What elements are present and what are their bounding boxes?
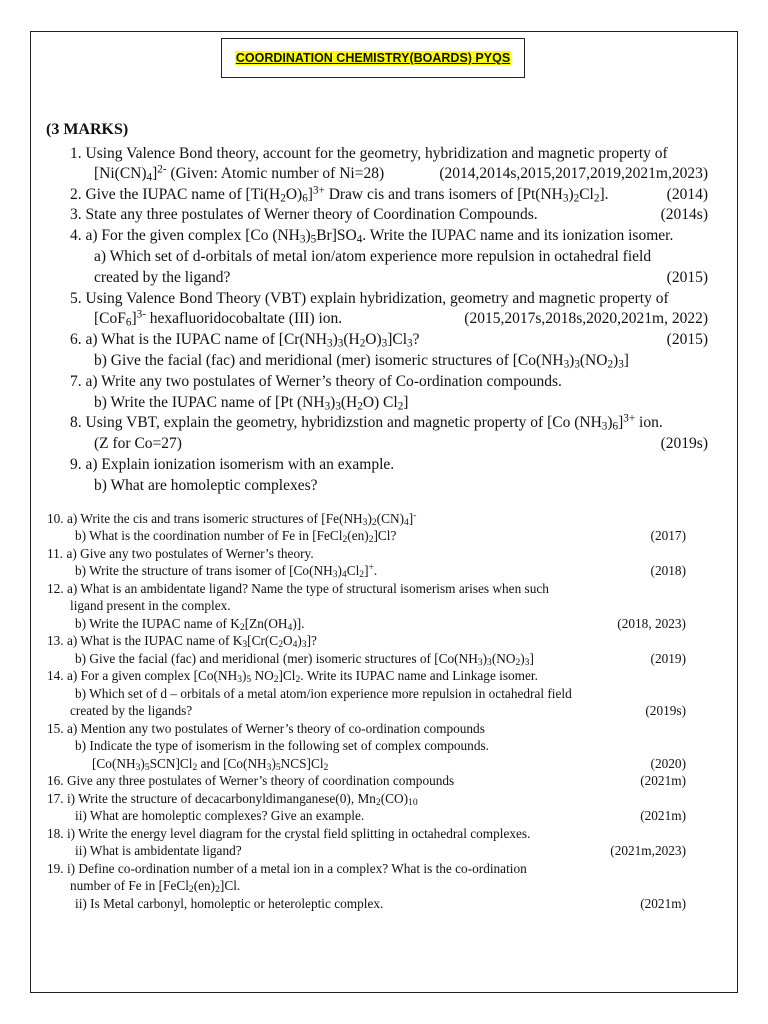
q13-year: (2019) [650, 651, 686, 666]
q3-year: (2014s) [660, 206, 708, 223]
q10-line1: 10. a) Write the cis and trans isomeric structures of $[Fe(NH_3)_2(CN)_4]^-$ [47, 510, 417, 529]
q3-line: 3. State any three postulates of Werner theory of Coordination Compounds. [70, 206, 538, 223]
q8-line2: (Z for Co=27) [94, 435, 182, 452]
q13-line2: b) Give the facial (fac) and meridional (mer) isomeric structures of $[Co(NH_3)_3(NO_2)_3]$ [75, 651, 534, 669]
q17-year: (2021m) [640, 808, 686, 823]
section-heading: (3 MARKS) [46, 121, 129, 138]
title-box [221, 38, 525, 78]
q9-line1: 9. a) Explain ionization isomerism with an example. [70, 456, 395, 473]
q13-line1: 13. a) What is the IUPAC name of $K_3[Cr(C_2O_4)_3]$? [47, 633, 317, 651]
q1-line1: 1. Using Valence Bond theory, account for the geometry, hybridization and magnetic property of [70, 145, 668, 162]
q10-year: (2017) [650, 528, 686, 543]
page-title: COORDINATION CHEMISTRY(BOARDS) PYQS [235, 51, 511, 65]
q14-year: (2019s) [645, 703, 686, 718]
q15-line2: b) Indicate the type of isomerism in the following set of complex compounds. [75, 738, 489, 753]
q19-year: (2021m) [640, 896, 686, 911]
q12-line2: ligand present in the complex. [70, 598, 231, 613]
q15-year: (2020) [650, 756, 686, 771]
q17-line1: 17. i) Write the structure of decacarbonyldimanganese(0), $Mn_2(CO)_{10}$ [47, 791, 418, 809]
q18-line2: ii) What is ambidentate ligand? [75, 843, 242, 858]
q2-line: 2. Give the IUPAC name of $[Ti(H_2O)_6]^{3+}$ Draw cis and trans isomers of $[Pt(NH_3)_2Cl_2]$. [70, 184, 609, 205]
q4-year: (2015) [666, 269, 708, 286]
q7-line1: 7. a) Write any two postulates of Werner’s theory of Co-ordination compounds. [70, 373, 562, 390]
q19-line2: number of Fe in $[FeCl_2(en)_2]Cl$. [70, 878, 241, 896]
q6-year: (2015) [666, 331, 708, 348]
q11-line2: b) Write the structure of trans isomer of $[Co(NH_3)_4Cl_2]^+$. [75, 562, 378, 581]
q11-year: (2018) [650, 563, 686, 578]
q19-line3: ii) Is Metal carbonyl, homoleptic or heteroleptic complex. [75, 896, 384, 911]
q19-line1: 19. i) Define co-ordination number of a metal ion in a complex? What is the co-ordination [47, 861, 527, 876]
q11-line1: 11. a) Give any two postulates of Werner’s theory. [47, 546, 314, 561]
q1-line2: $[Ni(CN)_4]^{2-}$ (Given: Atomic number of Ni=28) [94, 163, 385, 184]
q16-line1: 16. Give any three postulates of Werner’s theory of coordination compounds [47, 773, 455, 788]
q5-line2: $[CoF_6]^{3-}$ hexafluoridocobaltate (III) ion. [94, 308, 343, 329]
q2-year: (2014) [666, 186, 708, 203]
q15-line3: $[Co(NH_3)_5SCN]Cl_2$ and $[Co(NH_3)_5NCS]Cl_2$ [92, 756, 329, 774]
q4-line3: created by the ligand? [94, 269, 231, 286]
q15-line1: 15. a) Mention any two postulates of Werner’s theory of co-ordination compounds [47, 721, 485, 736]
q5-year: (2015,2017s,2018s,2020,2021m, 2022) [464, 310, 708, 327]
q14-line3: created by the ligands? [70, 703, 193, 718]
q14-line1: 14. a) For a given complex [$Co(NH_3)_5$ $NO_2]Cl_2$. Write its IUPAC name and Linkage isomer. [47, 668, 538, 686]
q4-line1: 4. a) For the given complex [Co $(NH_3)_5Br]SO_4$. Write the IUPAC name and its ionization isomer. [70, 227, 674, 246]
q18-line1: 18. i) Write the energy level diagram for the crystal field splitting in octahedral complexes. [47, 826, 531, 841]
q9-line2: b) What are homoleptic complexes? [94, 477, 318, 494]
q4-line2: a) Which set of d-orbitals of metal ion/atom experience more repulsion in octahedral field [94, 248, 652, 265]
q8-year: (2019s) [660, 435, 708, 452]
q6-line1: 6. a) What is the IUPAC name of $[Cr(NH_3)_3(H_2O)_3]Cl_3$? [70, 331, 420, 350]
q18-year: (2021m,2023) [610, 843, 686, 858]
q8-line1: 8. Using VBT, explain the geometry, hybridizstion and magnetic property of [Co $(NH_3)_6]^{3+}$ ion. [70, 412, 663, 433]
q12-line3: b) Write the IUPAC name of $K_2[Zn(OH_4)]$. [75, 616, 305, 634]
q17-line2: ii) What are homoleptic complexes? Give an example. [75, 808, 365, 823]
q14-line2: b) Which set of d – orbitals of a metal atom/ion experience more repulsion in octahedral field [75, 686, 572, 701]
q12-line1: 12. a) What is an ambidentate ligand? Name the type of structural isomerism arises when such [47, 581, 549, 596]
q12-year: (2018, 2023) [617, 616, 686, 631]
q7-line2: b) Write the IUPAC name of [Pt $(NH_3)_3(H_2O)$ $Cl_2$] [94, 394, 409, 413]
q1-year: (2014,2014s,2015,2017,2019,2021m,2023) [439, 165, 708, 182]
q6-line2: b) Give the facial (fac) and meridional (mer) isomeric structures of $[Co(NH_3)_3(NO_2)_3]$ [94, 352, 629, 371]
q5-line1: 5. Using Valence Bond Theory (VBT) explain hybridization, geometry and magnetic property of [70, 290, 669, 307]
q10-line2: b) What is the coordination number of Fe in $[FeCl_2(en)_2]Cl$? [75, 528, 397, 546]
q16-year: (2021m) [640, 773, 686, 788]
